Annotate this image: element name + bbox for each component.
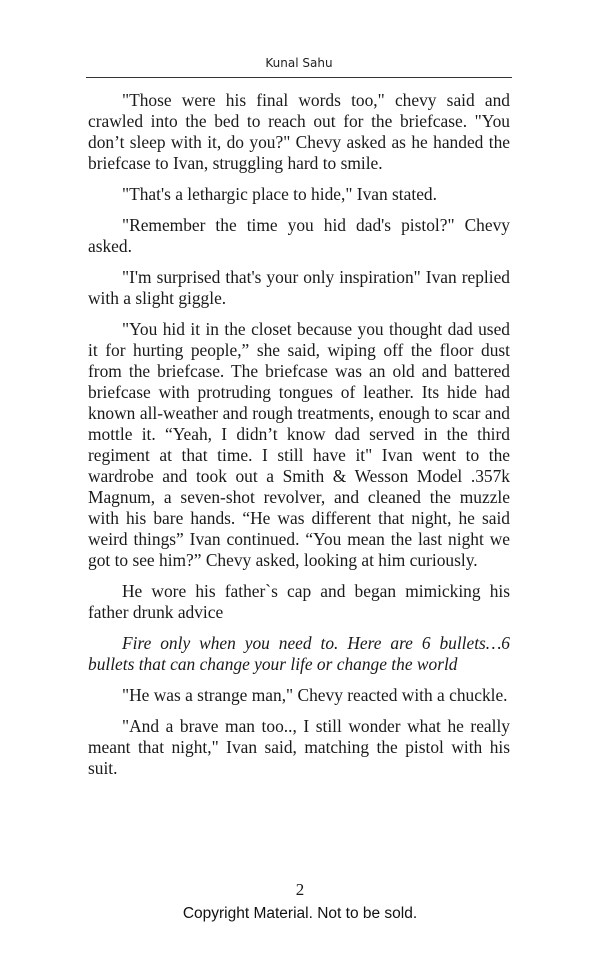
paragraph-9: "And a brave man too.., I still wonder what he really meant that night," Ivan said, matching the pistol with his suit.	[88, 716, 510, 778]
paragraph-8: "He was a strange man," Chevy reacted with a chuckle.	[122, 685, 508, 705]
running-header-author: Kunal Sahu	[265, 56, 333, 70]
paragraph-3: "Remember the time you hid dad's pistol?" Chevy asked.	[88, 215, 510, 256]
page-number: 2	[295, 880, 305, 899]
header-divider	[86, 77, 512, 78]
copyright-notice: Copyright Material. Not to be sold.	[182, 905, 418, 922]
paragraph-7-italic-quote: Fire only when you need to. Here are 6 bullets…6 bullets that can change your life or change the world	[88, 633, 510, 674]
paragraph-2: "That's a lethargic place to hide," Ivan stated.	[122, 184, 437, 204]
paragraph-1: "Those were his final words too," chevy said and crawled into the bed to reach out for the briefcase. "You don’t sleep with it, do you?" Chevy asked as he handed the briefcase to Ivan, struggling hard to smile.	[88, 90, 510, 173]
paragraph-5: "You hid it in the closet because you thought dad used it for hurting people,” she said, wiping off the floor dust from the briefcase. The briefcase was an old and battered briefcase with protruding tongues of leather. Its hide had known all-weather and rough treatments, enough to scar and mottle it. “Yeah, I didn’t know dad served in the third regiment at that time. I still have it" Ivan went to the wardrobe and took out a Smith & Wesson Model .357k Magnum, a seven-shot revolver, and cleaned the muzzle with his bare hands. “He was different that night, he said weird things” Ivan continued. “You mean the last night we got to see him?” Chevy asked, looking at him curiously.	[88, 319, 510, 570]
paragraph-4: "I'm surprised that's your only inspiration" Ivan replied with a slight giggle.	[88, 267, 510, 308]
paragraph-6: He wore his father`s cap and began mimicking his father drunk advice	[88, 581, 510, 622]
page-body	[88, 90, 510, 789]
